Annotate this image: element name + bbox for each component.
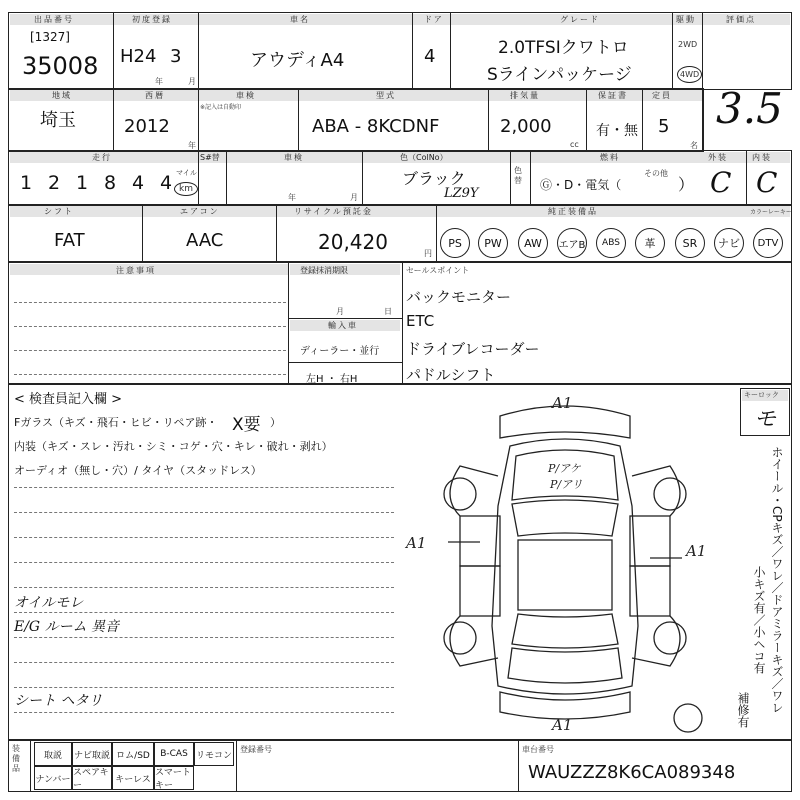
region-label: 地域 bbox=[52, 91, 72, 100]
interior-label: 内装 bbox=[752, 153, 772, 162]
legend-main: ホイール・CPキズ／ワレ／ドアミラーキズ／ワレ bbox=[770, 446, 784, 714]
glass-line: Fガラス（キズ・飛石・ヒビ・リペア跡・ bbox=[14, 416, 218, 429]
color-code: LZ9Y bbox=[444, 186, 479, 201]
door-count: 4 bbox=[424, 46, 436, 67]
color-value: ブラック bbox=[402, 169, 466, 188]
year-label: 西暦 bbox=[145, 91, 165, 100]
fuel-value: Ⓖ・D・電気（ bbox=[540, 178, 622, 192]
hood bbox=[512, 450, 618, 500]
notes-frame bbox=[8, 262, 792, 384]
first-reg-month: 3 bbox=[170, 46, 182, 67]
grade-line1: 2.0TFSIクワトロ bbox=[498, 38, 629, 58]
exterior-label: 外装 bbox=[708, 153, 728, 162]
color-change: 色替 bbox=[514, 166, 522, 185]
interior-line: 内装（キズ・スレ・汚れ・シミ・コゲ・穴・キレ・破れ・剥れ） bbox=[14, 440, 333, 453]
equip-abs: ABS bbox=[596, 228, 626, 258]
sales-label: セールスポイント bbox=[406, 266, 470, 275]
first-reg-label: 初度登録 bbox=[132, 15, 172, 24]
type-label: 型式 bbox=[376, 91, 396, 100]
front-left-fender bbox=[450, 466, 498, 516]
audio-tire-line: オーディオ（無し・穴）/ タイヤ（スタッドレス） bbox=[14, 464, 262, 477]
score-label: 評価点 bbox=[726, 15, 756, 24]
note-engine-noise: E/G ルーム 異音 bbox=[14, 619, 120, 635]
first-reg-era: H24 bbox=[120, 46, 157, 67]
reg-expiry-label: 登録抹消期限 bbox=[300, 266, 348, 275]
model-name: アウディA4 bbox=[250, 50, 345, 71]
roof bbox=[518, 540, 612, 610]
capacity-value: 5 bbox=[658, 116, 670, 137]
mileage-digit: 2 bbox=[47, 172, 61, 194]
grade-line2: Sラインパッケージ bbox=[487, 65, 632, 85]
rear-mark: A1 bbox=[552, 716, 573, 734]
front-mark: A1 bbox=[552, 396, 573, 412]
fuel-close: ） bbox=[678, 175, 695, 194]
mileage-digit: 8 bbox=[103, 172, 117, 194]
region-value: 埼玉 bbox=[40, 110, 76, 131]
fuel-other: その他 bbox=[644, 169, 668, 178]
interior-grade: C bbox=[756, 166, 778, 199]
opt-bcas: B-CAS bbox=[154, 742, 194, 766]
sales-point: バックモニター bbox=[406, 288, 512, 306]
displacement-unit: cc bbox=[570, 140, 579, 149]
sales-point: ドライブレコーダー bbox=[406, 340, 540, 358]
mileage-digit: 1 bbox=[75, 172, 89, 194]
shaken-label: 車検 bbox=[284, 153, 304, 162]
mileage-digits bbox=[12, 172, 180, 194]
drive-4wd: 4WD bbox=[677, 66, 702, 83]
equip-ps: PS bbox=[440, 228, 470, 258]
equip-sunroof: SR bbox=[675, 228, 705, 258]
warranty-label: 保証書 bbox=[598, 91, 628, 100]
equip-pw: PW bbox=[478, 228, 508, 258]
year-value: 2012 bbox=[124, 116, 170, 137]
vin-value: WAUZZZ8K6CA089348 bbox=[528, 762, 736, 783]
opt-spare-key: スペアキー bbox=[72, 766, 112, 790]
front-right-fender bbox=[632, 466, 680, 516]
opt-remote: リモコン bbox=[194, 742, 234, 766]
right-mark: A1 bbox=[686, 542, 707, 560]
opt-number: ナンバー bbox=[34, 766, 72, 790]
displacement-label: 排気量 bbox=[510, 91, 540, 100]
front-left-wheel bbox=[444, 478, 476, 510]
karaoke-label: カラーレーキー bbox=[750, 209, 792, 216]
model-label: 車名 bbox=[290, 15, 310, 24]
type-value: ABA - 8KCDNF bbox=[312, 116, 440, 137]
reg-expiry-month: 月 bbox=[336, 307, 344, 316]
dealer-parallel: ディーラー・並行 bbox=[300, 346, 380, 357]
keylock-label: キーロック bbox=[744, 391, 779, 399]
front-right-wheel bbox=[654, 478, 686, 510]
equip-leather: 革 bbox=[635, 228, 665, 258]
grade-label: グレード bbox=[560, 15, 600, 24]
opt-rom-sd: ロム/SD bbox=[112, 742, 154, 766]
shift-label: シフト bbox=[44, 207, 74, 216]
front-left-door bbox=[460, 516, 500, 566]
score-value: 3.5 bbox=[716, 84, 783, 133]
opt-navi-manual: ナビ取説 bbox=[72, 742, 112, 766]
opt-smart-key: スマートキー bbox=[154, 766, 194, 790]
mileage-digit: 4 bbox=[159, 172, 173, 194]
replaced-label: S#替 bbox=[200, 153, 220, 162]
opt-keyless: キーレス bbox=[112, 766, 154, 790]
trunk bbox=[508, 648, 622, 683]
spare-tire bbox=[674, 704, 702, 732]
sales-point: パドルシフト bbox=[406, 366, 496, 384]
rear-left-wheel bbox=[444, 622, 476, 654]
left-mark: A1 bbox=[406, 534, 427, 552]
drive-label: 駆動 bbox=[676, 15, 696, 24]
rear-right-fender bbox=[632, 616, 680, 666]
note-oil-leak: オイルモレ bbox=[14, 595, 84, 611]
rear-left-fender bbox=[450, 616, 498, 666]
footer-side-label: 装備品 bbox=[12, 744, 20, 773]
color-label: 色（ColNo） bbox=[400, 153, 448, 162]
fuel-label: 燃料 bbox=[600, 153, 620, 162]
shift-value: FAT bbox=[54, 230, 85, 251]
legend-small: 小キズ有／小ヘコ有 bbox=[752, 566, 766, 674]
handle-side: 左H ・ 右H bbox=[306, 374, 358, 385]
glass-mark: X要 bbox=[232, 415, 261, 435]
sales-point: ETC bbox=[406, 312, 435, 330]
mileage-digit: 1 bbox=[19, 172, 33, 194]
inspector-title: < 検査員記入欄 > bbox=[14, 392, 123, 407]
first-reg-month-unit: 月 bbox=[188, 77, 196, 86]
opt-manual: 取説 bbox=[34, 742, 72, 766]
keylock-value: モ bbox=[754, 407, 777, 432]
equip-navi: ナビ bbox=[714, 228, 744, 258]
capacity-unit: 名 bbox=[690, 141, 698, 150]
import-label: 輸入車 bbox=[328, 321, 358, 330]
exterior-grade: C bbox=[710, 166, 732, 199]
displacement-value: 2,000 bbox=[500, 116, 552, 137]
rear-bumper bbox=[500, 692, 630, 719]
recycle-value: 20,420 bbox=[318, 230, 388, 254]
reg-no-label: 登録番号 bbox=[240, 745, 272, 754]
car-diagram bbox=[400, 396, 730, 736]
first-reg-year-unit: 年 bbox=[155, 77, 163, 86]
roof-note-2: P/アリ bbox=[550, 478, 583, 491]
mileage-digit: 4 bbox=[131, 172, 145, 194]
mileage-label: 走行 bbox=[92, 153, 112, 162]
equip-aw: AW bbox=[518, 228, 548, 258]
caution-label: 注意事項 bbox=[116, 266, 156, 275]
warranty-value: 有・無 bbox=[596, 123, 638, 139]
aircon-value: AAC bbox=[186, 230, 224, 251]
doors-label: ドア bbox=[424, 15, 444, 24]
capacity-label: 定員 bbox=[652, 91, 672, 100]
rear-right-wheel bbox=[654, 622, 686, 654]
drive-2wd: 2WD bbox=[678, 40, 698, 49]
inspection-label: 車検 bbox=[236, 91, 256, 100]
lot-sub: [1327] bbox=[30, 30, 70, 44]
legend-repair: 補修有 bbox=[736, 692, 750, 728]
reg-expiry-day: 日 bbox=[384, 307, 392, 316]
lot-label: 出品番号 bbox=[34, 15, 74, 24]
mileage-unit-top: マイル bbox=[176, 169, 197, 177]
aircon-label: エアコン bbox=[180, 207, 220, 216]
shaken-year: 年 bbox=[288, 193, 296, 202]
inspection-note: ※記入は自動印 bbox=[200, 104, 242, 111]
chassis-label: 車台番号 bbox=[522, 745, 554, 754]
equip-dtv: DTV bbox=[753, 228, 783, 258]
equip-airbag: エアB bbox=[557, 228, 587, 258]
recycle-unit: 円 bbox=[424, 249, 432, 258]
note-seat-wear: シート ヘタリ bbox=[14, 693, 103, 709]
recycle-label: リサイクル預託金 bbox=[294, 207, 373, 216]
year-unit: 年 bbox=[188, 141, 196, 150]
equipment-label: 純正装備品 bbox=[548, 207, 598, 216]
lot-number: 35008 bbox=[22, 52, 99, 80]
rear-window bbox=[512, 614, 618, 648]
shaken-month: 月 bbox=[350, 193, 358, 202]
mileage-unit: km bbox=[174, 182, 198, 196]
roof-note-1: P/アケ bbox=[548, 462, 581, 475]
windshield bbox=[512, 500, 618, 536]
glass-close: ） bbox=[270, 416, 281, 429]
